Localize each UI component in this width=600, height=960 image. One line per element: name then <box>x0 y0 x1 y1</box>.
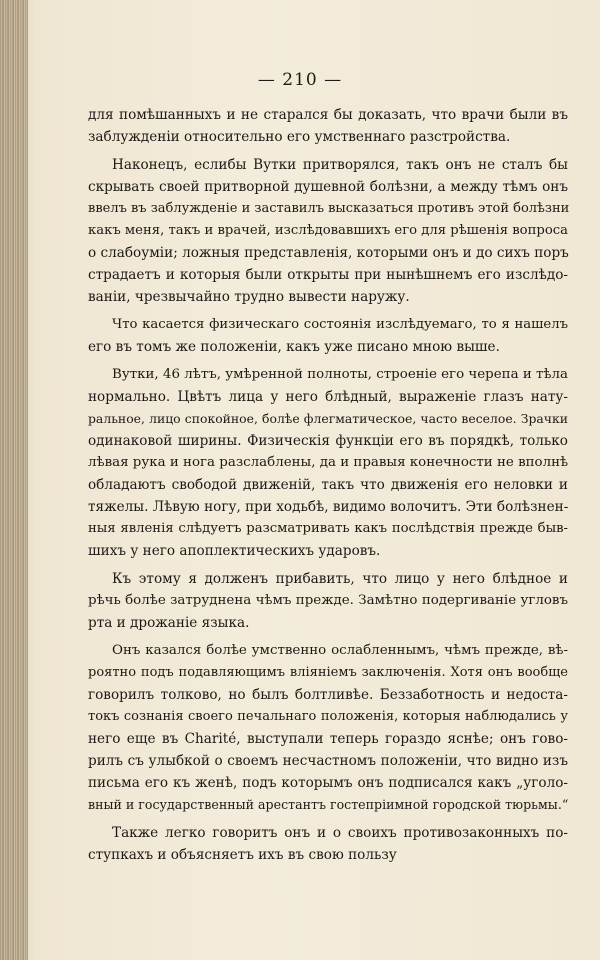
text-line: обладаютъ свободой движеній, такъ что движенія его неловки и <box>88 477 568 493</box>
text-line: Наконецъ, еслибы Вутки притворялся, такъ онъ не сталъ бы <box>112 157 568 173</box>
text-line: Что касается физическаго состоянія изслѣдуемаго, то я нашелъ <box>112 317 568 332</box>
text-line: о слабоуміи; ложныя представленія, которыми онъ и до сихъ поръ <box>88 245 569 261</box>
text-line: тяжелы. Лѣвую ногу, при ходьбѣ, видимо волочитъ. Эти болѣзнен- <box>88 499 569 515</box>
text-line: ваніи, чрезвычайно трудно вывести наружу. <box>88 289 410 305</box>
text-line: страдаетъ и которыя были открыты при нынѣшнемъ его изслѣдо- <box>88 267 568 283</box>
text-line: Также легко говоритъ онъ и о своихъ противозаконныхъ по- <box>112 825 568 841</box>
text-line: ныя явленія слѣдуетъ разсматривать какъ послѣдствія прежде быв- <box>88 521 568 536</box>
text-line: токъ сознанія своего печальнаго положенія, которыя наблюдались у <box>88 709 568 724</box>
text-line: для помѣшанныхъ и не старался бы доказать, что врачи были въ <box>88 107 568 123</box>
text-line: его въ томъ же положеніи, какъ уже писано мною выше. <box>88 339 500 355</box>
text-line: ральное, лицо спокойное, болѣе флегматическое, часто веселое. Зрачки <box>88 411 568 426</box>
text-line: Вутки, 46 лѣтъ, умѣренной полноты, строеніе его черепа и тѣла <box>112 367 568 382</box>
text-line: одинаковой ширины. Физическія функціи его въ порядкѣ, только <box>88 433 568 449</box>
text-line: вный и государственный арестантъ гостепріимной городской тюрьмы.“ <box>88 797 569 812</box>
text-line: говорилъ толково, но былъ болтливѣе. Беззаботность и недоста- <box>88 687 568 703</box>
body-text <box>88 104 568 866</box>
page-number: — 210 — <box>257 70 343 90</box>
text-line: скрывать своей притворной душевной болѣзни, а между тѣмъ онъ <box>88 179 568 195</box>
text-line: заблужденіи относительно его умственнаго разстройства. <box>88 129 511 145</box>
text-line: ступкахъ и объясняетъ ихъ въ свою пользу <box>88 847 397 863</box>
text-line: рилъ съ улыбкой о своемъ несчастномъ положеніи, что видно изъ <box>88 753 568 769</box>
text-line: Къ этому я долженъ прибавить, что лицо у него блѣдное и <box>112 571 568 587</box>
text-line: него еще въ Charité, выступали теперь гораздо яснѣе; онъ гово- <box>88 731 568 747</box>
text-line: какъ меня, такъ и врачей, изслѣдовавшихъ его для рѣшенія вопроса <box>88 223 569 238</box>
text-line: шихъ у него апоплектическихъ ударовъ. <box>88 543 381 559</box>
text-line: письма его къ женѣ, подъ которымъ онъ подписался какъ „уголо- <box>88 775 568 791</box>
text-line: Онъ казался болѣе умственно ослабленнымъ, чѣмъ прежде, вѣ- <box>112 643 568 658</box>
text-line: роятно подъ подавляющимъ вліяніемъ заключенія. Хотя онъ вообще <box>88 665 568 680</box>
text-line: рта и дрожаніе языка. <box>88 615 250 631</box>
text-line: рѣчь болѣе затруднена чѣмъ прежде. Замѣтно подергиваніе угловъ <box>88 593 568 608</box>
text-line: нормально. Цвѣтъ лица у него блѣдный, выраженіе глазъ нату- <box>88 389 568 405</box>
book-spine <box>0 0 28 960</box>
text-line: лѣвая рука и нога разслаблены, да и правыя конечности не вполнѣ <box>88 455 569 470</box>
text-line: ввелъ въ заблужденіе и заставилъ высказаться противъ этой болѣзни <box>88 201 570 216</box>
